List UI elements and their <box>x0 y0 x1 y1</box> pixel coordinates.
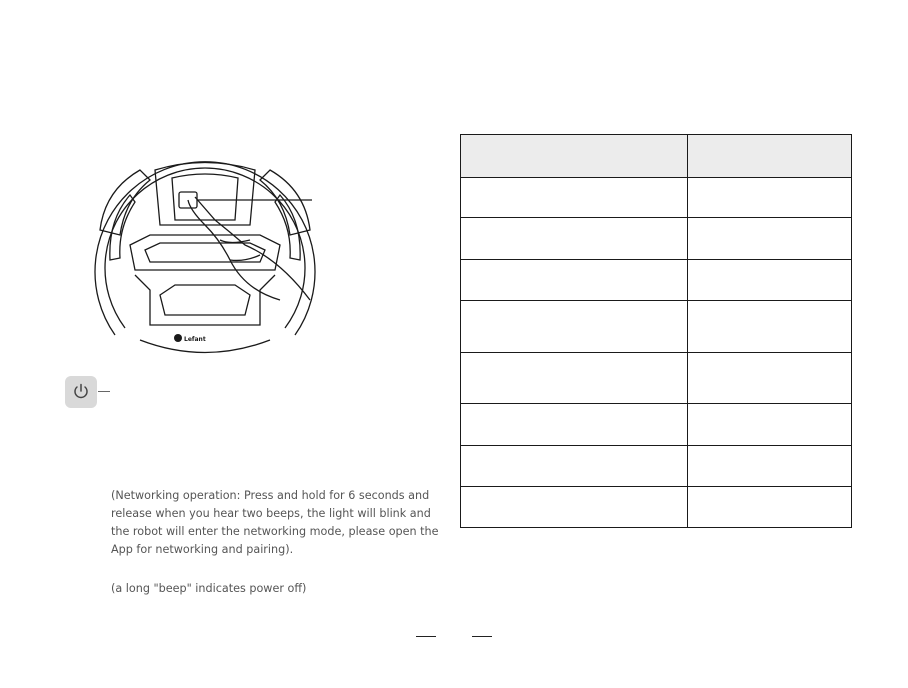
table-cell <box>461 487 688 528</box>
indicator-table <box>460 134 852 528</box>
brand-logo <box>174 334 206 343</box>
table-row <box>461 218 852 260</box>
svg-text:Lefant: Lefant <box>184 336 206 343</box>
page-number-underline-left <box>416 636 436 637</box>
table-row <box>461 301 852 353</box>
table-cell <box>461 301 688 353</box>
table-cell <box>461 404 688 446</box>
table-cell <box>461 178 688 218</box>
table-cell <box>461 446 688 487</box>
table-header-cell <box>688 135 852 178</box>
table-cell <box>688 404 852 446</box>
table-cell <box>688 301 852 353</box>
table-cell <box>688 218 852 260</box>
power-off-note: (a long "beep" indicates power off) <box>111 582 307 595</box>
table-cell <box>688 487 852 528</box>
table-row <box>461 487 852 528</box>
table-cell <box>461 353 688 404</box>
table-cell <box>461 260 688 301</box>
table-row <box>461 260 852 301</box>
power-icon <box>65 376 97 408</box>
table-cell <box>688 446 852 487</box>
table-row <box>461 446 852 487</box>
table-cell <box>688 353 852 404</box>
table-row <box>461 404 852 446</box>
table-cell <box>461 218 688 260</box>
table-row <box>461 353 852 404</box>
table-row <box>461 178 852 218</box>
table-header-row <box>461 135 852 178</box>
table-header-cell <box>461 135 688 178</box>
page-number-underline-right <box>472 636 492 637</box>
robot-vacuum-illustration <box>80 150 330 360</box>
networking-note: (Networking operation: Press and hold for 6 seconds and release when you hear two beeps, the light will blink and the robot will enter the networking mode, please open the App for networking and pairing). <box>111 489 439 556</box>
table-cell <box>688 260 852 301</box>
power-icon-glyph <box>71 382 91 402</box>
table-cell <box>688 178 852 218</box>
power-icon-leader-line <box>98 391 110 392</box>
